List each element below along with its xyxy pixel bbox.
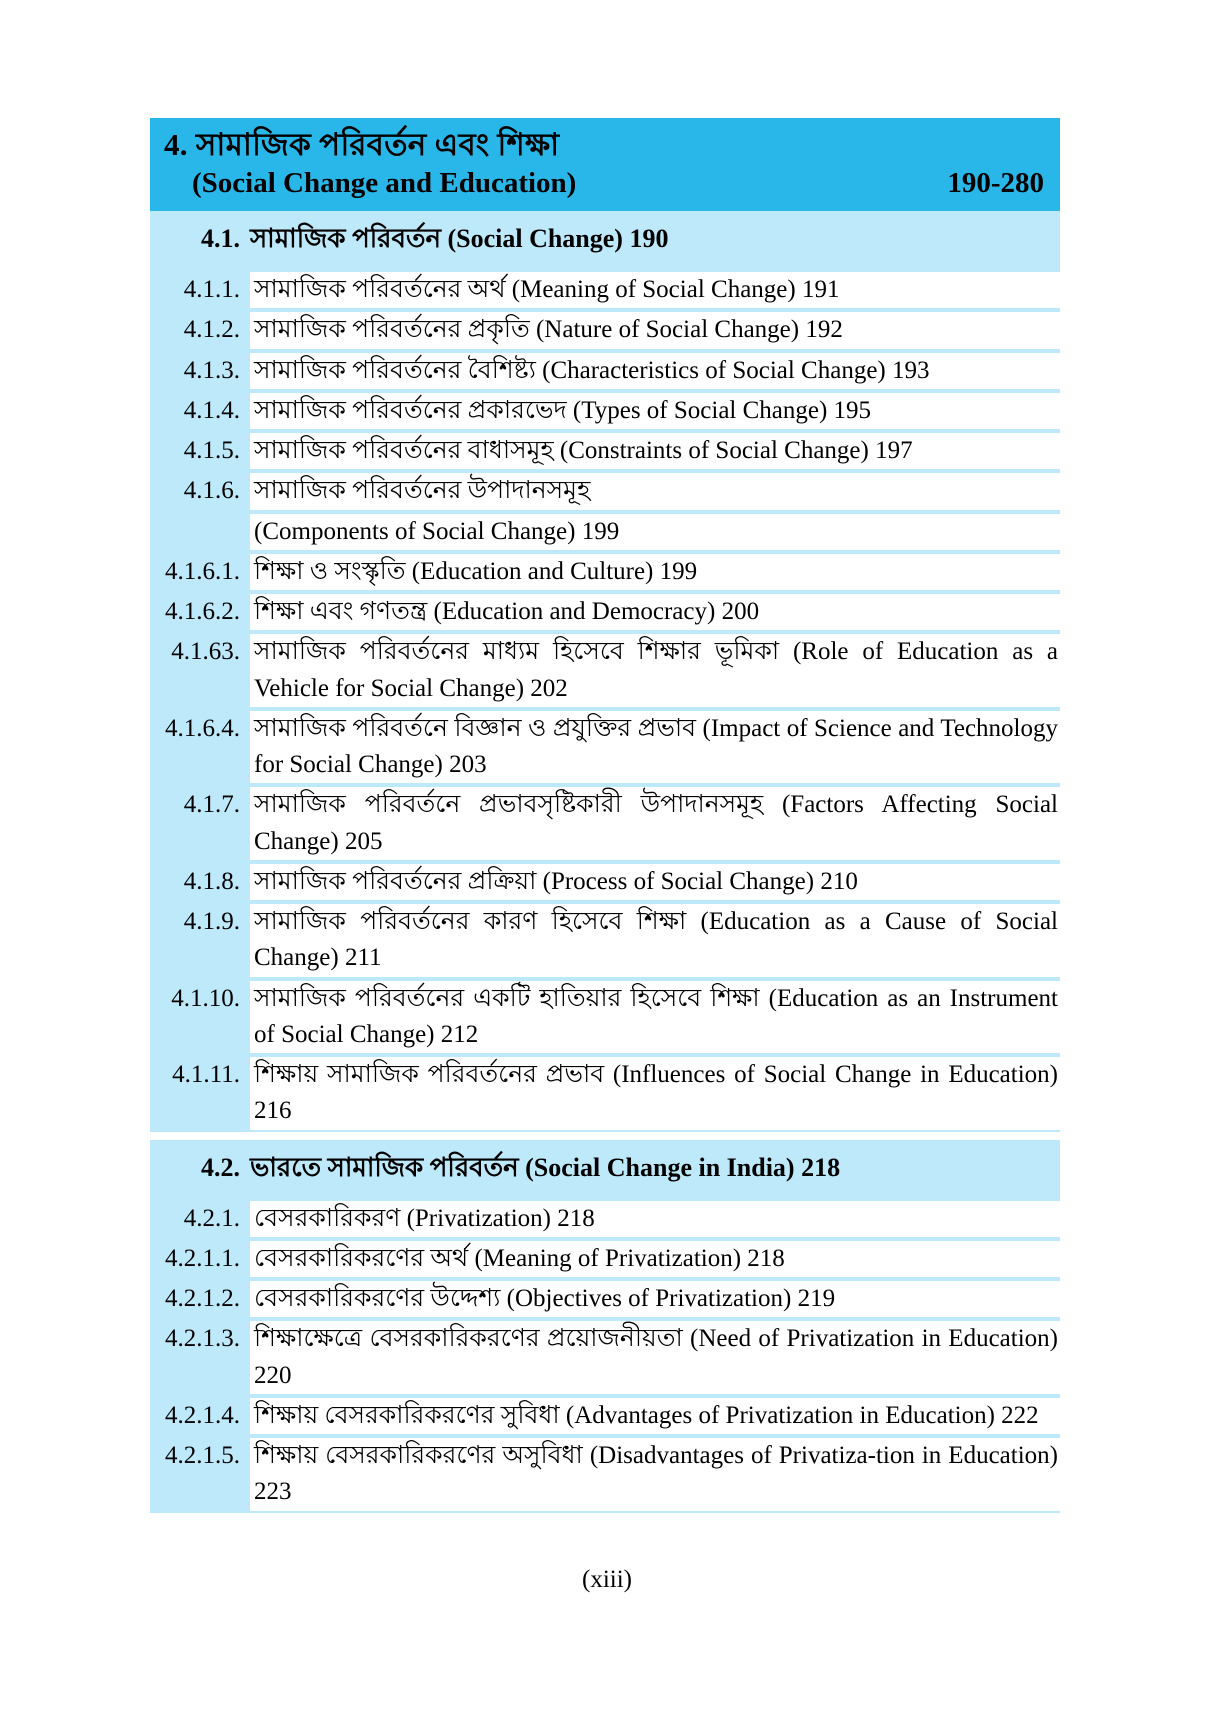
entry-text: সামাজিক পরিবর্তনের কারণ হিসেবে শিক্ষা (Education as a Cause of Social Change) 211 (250, 904, 1060, 977)
entry-text: শিক্ষা ও সংস্কৃতি (Education and Culture) 199 (250, 554, 1060, 590)
table-of-contents (150, 118, 1060, 1513)
toc-entry (150, 310, 1060, 350)
chapter-title-english-text: (Social Change and Education) (192, 166, 577, 199)
entry-number: 4.1.6.4. (165, 714, 240, 742)
entry-number: 4.1.2. (183, 316, 240, 344)
toc-entry (150, 862, 1060, 902)
toc-entry-continuation (150, 512, 1060, 552)
entry-number: 4.1.1. (183, 276, 240, 303)
entry-text: বেসরকারিকরণের উদ্দেশ্য (Objectives of Privatization) 219 (250, 1281, 1060, 1317)
section-title: সামাজিক পরিবর্তন (Social Change) 190 (250, 224, 669, 253)
entry-text: শিক্ষাক্ষেত্রে বেসরকারিকরণের প্রয়োজনীয়তা (Need of Privatization in Education) 220 (250, 1321, 1060, 1394)
toc-entry (150, 902, 1060, 979)
entry-text: (Components of Social Change) 199 (250, 514, 1060, 550)
section-heading-4-1 (150, 211, 1060, 270)
toc-entry (150, 979, 1060, 1056)
chapter-header (150, 118, 1060, 211)
entry-number: 4.1.4. (183, 396, 240, 424)
section-entries-4-1 (150, 270, 1060, 1132)
toc-entry (150, 1239, 1060, 1279)
entry-number: 4.1.11. (172, 1061, 240, 1088)
entry-number: 4.2.1.5. (165, 1442, 240, 1469)
entry-text: সামাজিক পরিবর্তনের একটি হাতিয়ার হিসেবে শিক্ষা (Education as an Instrument of Social Change) 212 (250, 981, 1060, 1054)
entry-text: বেসরকারিকরণের অর্থ (Meaning of Privatization) 218 (250, 1241, 1060, 1277)
entry-text: বেসরকারিকরণ (Privatization) 218 (250, 1201, 1060, 1237)
toc-entry (150, 632, 1060, 709)
toc-entry (150, 1396, 1060, 1436)
toc-entry (150, 471, 1060, 511)
entry-number: 4.1.63. (171, 638, 240, 666)
entry-number: 4.1.6.1. (165, 557, 240, 585)
entry-number: 4.2.1.3. (165, 1325, 240, 1353)
toc-entry (150, 1436, 1060, 1513)
entry-text: সামাজিক পরিবর্তনের বাধাসমূহ (Constraints of Social Change) 197 (250, 433, 1060, 469)
entry-text: সামাজিক পরিবর্তনের প্রকৃতি (Nature of Social Change) 192 (250, 312, 1060, 348)
entry-text: শিক্ষা এবং গণতন্ত্র (Education and Democracy) 200 (250, 594, 1060, 630)
entry-number: 4.1.6. (183, 477, 240, 505)
toc-entry (150, 1055, 1060, 1132)
entry-number: 4.1.6.2. (165, 598, 240, 625)
entry-text: সামাজিক পরিবর্তনে বিজ্ঞান ও প্রযুক্তির প্রভাব (Impact of Science and Technology for Social Change) 203 (250, 711, 1060, 784)
page-folio: (xiii) (582, 1566, 632, 1593)
entry-number: 4.2.1. (183, 1204, 240, 1232)
entry-number: 4.1.3. (183, 356, 240, 384)
toc-entry (150, 1279, 1060, 1319)
chapter-title-english (150, 165, 1060, 201)
toc-entry (150, 431, 1060, 471)
entry-text: শিক্ষায় বেসরকারিকরণের অসুবিধা (Disadvantages of Privatiza-tion in Education) 223 (250, 1438, 1060, 1511)
section-heading-4-2 (150, 1140, 1060, 1199)
entry-number: 4.2.1.1. (165, 1244, 240, 1272)
toc-entry (150, 351, 1060, 391)
entry-text: সামাজিক পরিবর্তনের প্রকারভেদ (Types of Social Change) 195 (250, 393, 1060, 429)
entry-text: সামাজিক পরিবর্তনের মাধ্যম হিসেবে শিক্ষার ভূমিকা (Role of Education as a Vehicle for Social Change) 202 (250, 634, 1060, 707)
toc-entry (150, 552, 1060, 592)
toc-entry (150, 270, 1060, 310)
entry-number: 4.1.5. (183, 437, 240, 464)
entry-text: সামাজিক পরিবর্তনের অর্থ (Meaning of Social Change) 191 (250, 272, 1060, 308)
toc-entry (150, 785, 1060, 862)
toc-entry (150, 709, 1060, 786)
entry-number: 4.2.1.2. (165, 1285, 240, 1312)
entry-text: সামাজিক পরিবর্তনের বৈশিষ্ট্য (Characteristics of Social Change) 193 (250, 353, 1060, 389)
section-number: 4.1. (201, 224, 240, 253)
toc-entry (150, 592, 1060, 632)
toc-entry (150, 391, 1060, 431)
entry-text: শিক্ষায় বেসরকারিকরণের সুবিধা (Advantages of Privatization in Education) 222 (250, 1398, 1060, 1434)
toc-entry (150, 1319, 1060, 1396)
chapter-page-range: 190-280 (947, 166, 1044, 199)
entry-number: 4.1.8. (183, 867, 240, 895)
entry-text: সামাজিক পরিবর্তনের প্রক্রিয়া (Process of Social Change) 210 (250, 864, 1060, 900)
entry-text: সামাজিক পরিবর্তনে প্রভাবসৃষ্টিকারী উপাদানসমূহ (Factors Affecting Social Change) 205 (250, 787, 1060, 860)
entry-number: 4.1.10. (171, 984, 240, 1012)
chapter-title-bengali: 4. সামাজিক পরিবর্তন এবং শিক্ষা (164, 127, 560, 162)
entry-text: শিক্ষায় সামাজিক পরিবর্তনের প্রভাব (Influences of Social Change in Education) 216 (250, 1057, 1060, 1130)
entry-number: 4.1.9. (183, 908, 240, 935)
section-number: 4.2. (201, 1152, 240, 1182)
section-title: ভারতে সামাজিক পরিবর্তন (Social Change in India) 218 (250, 1152, 841, 1182)
entry-number: 4.1.7. (183, 791, 240, 819)
entry-number: 4.2.1.4. (165, 1401, 240, 1429)
toc-entry (150, 1199, 1060, 1239)
band-spacer (150, 1132, 1060, 1140)
section-entries-4-2 (150, 1199, 1060, 1513)
entry-text: সামাজিক পরিবর্তনের উপাদানসমূহ (250, 473, 1060, 509)
